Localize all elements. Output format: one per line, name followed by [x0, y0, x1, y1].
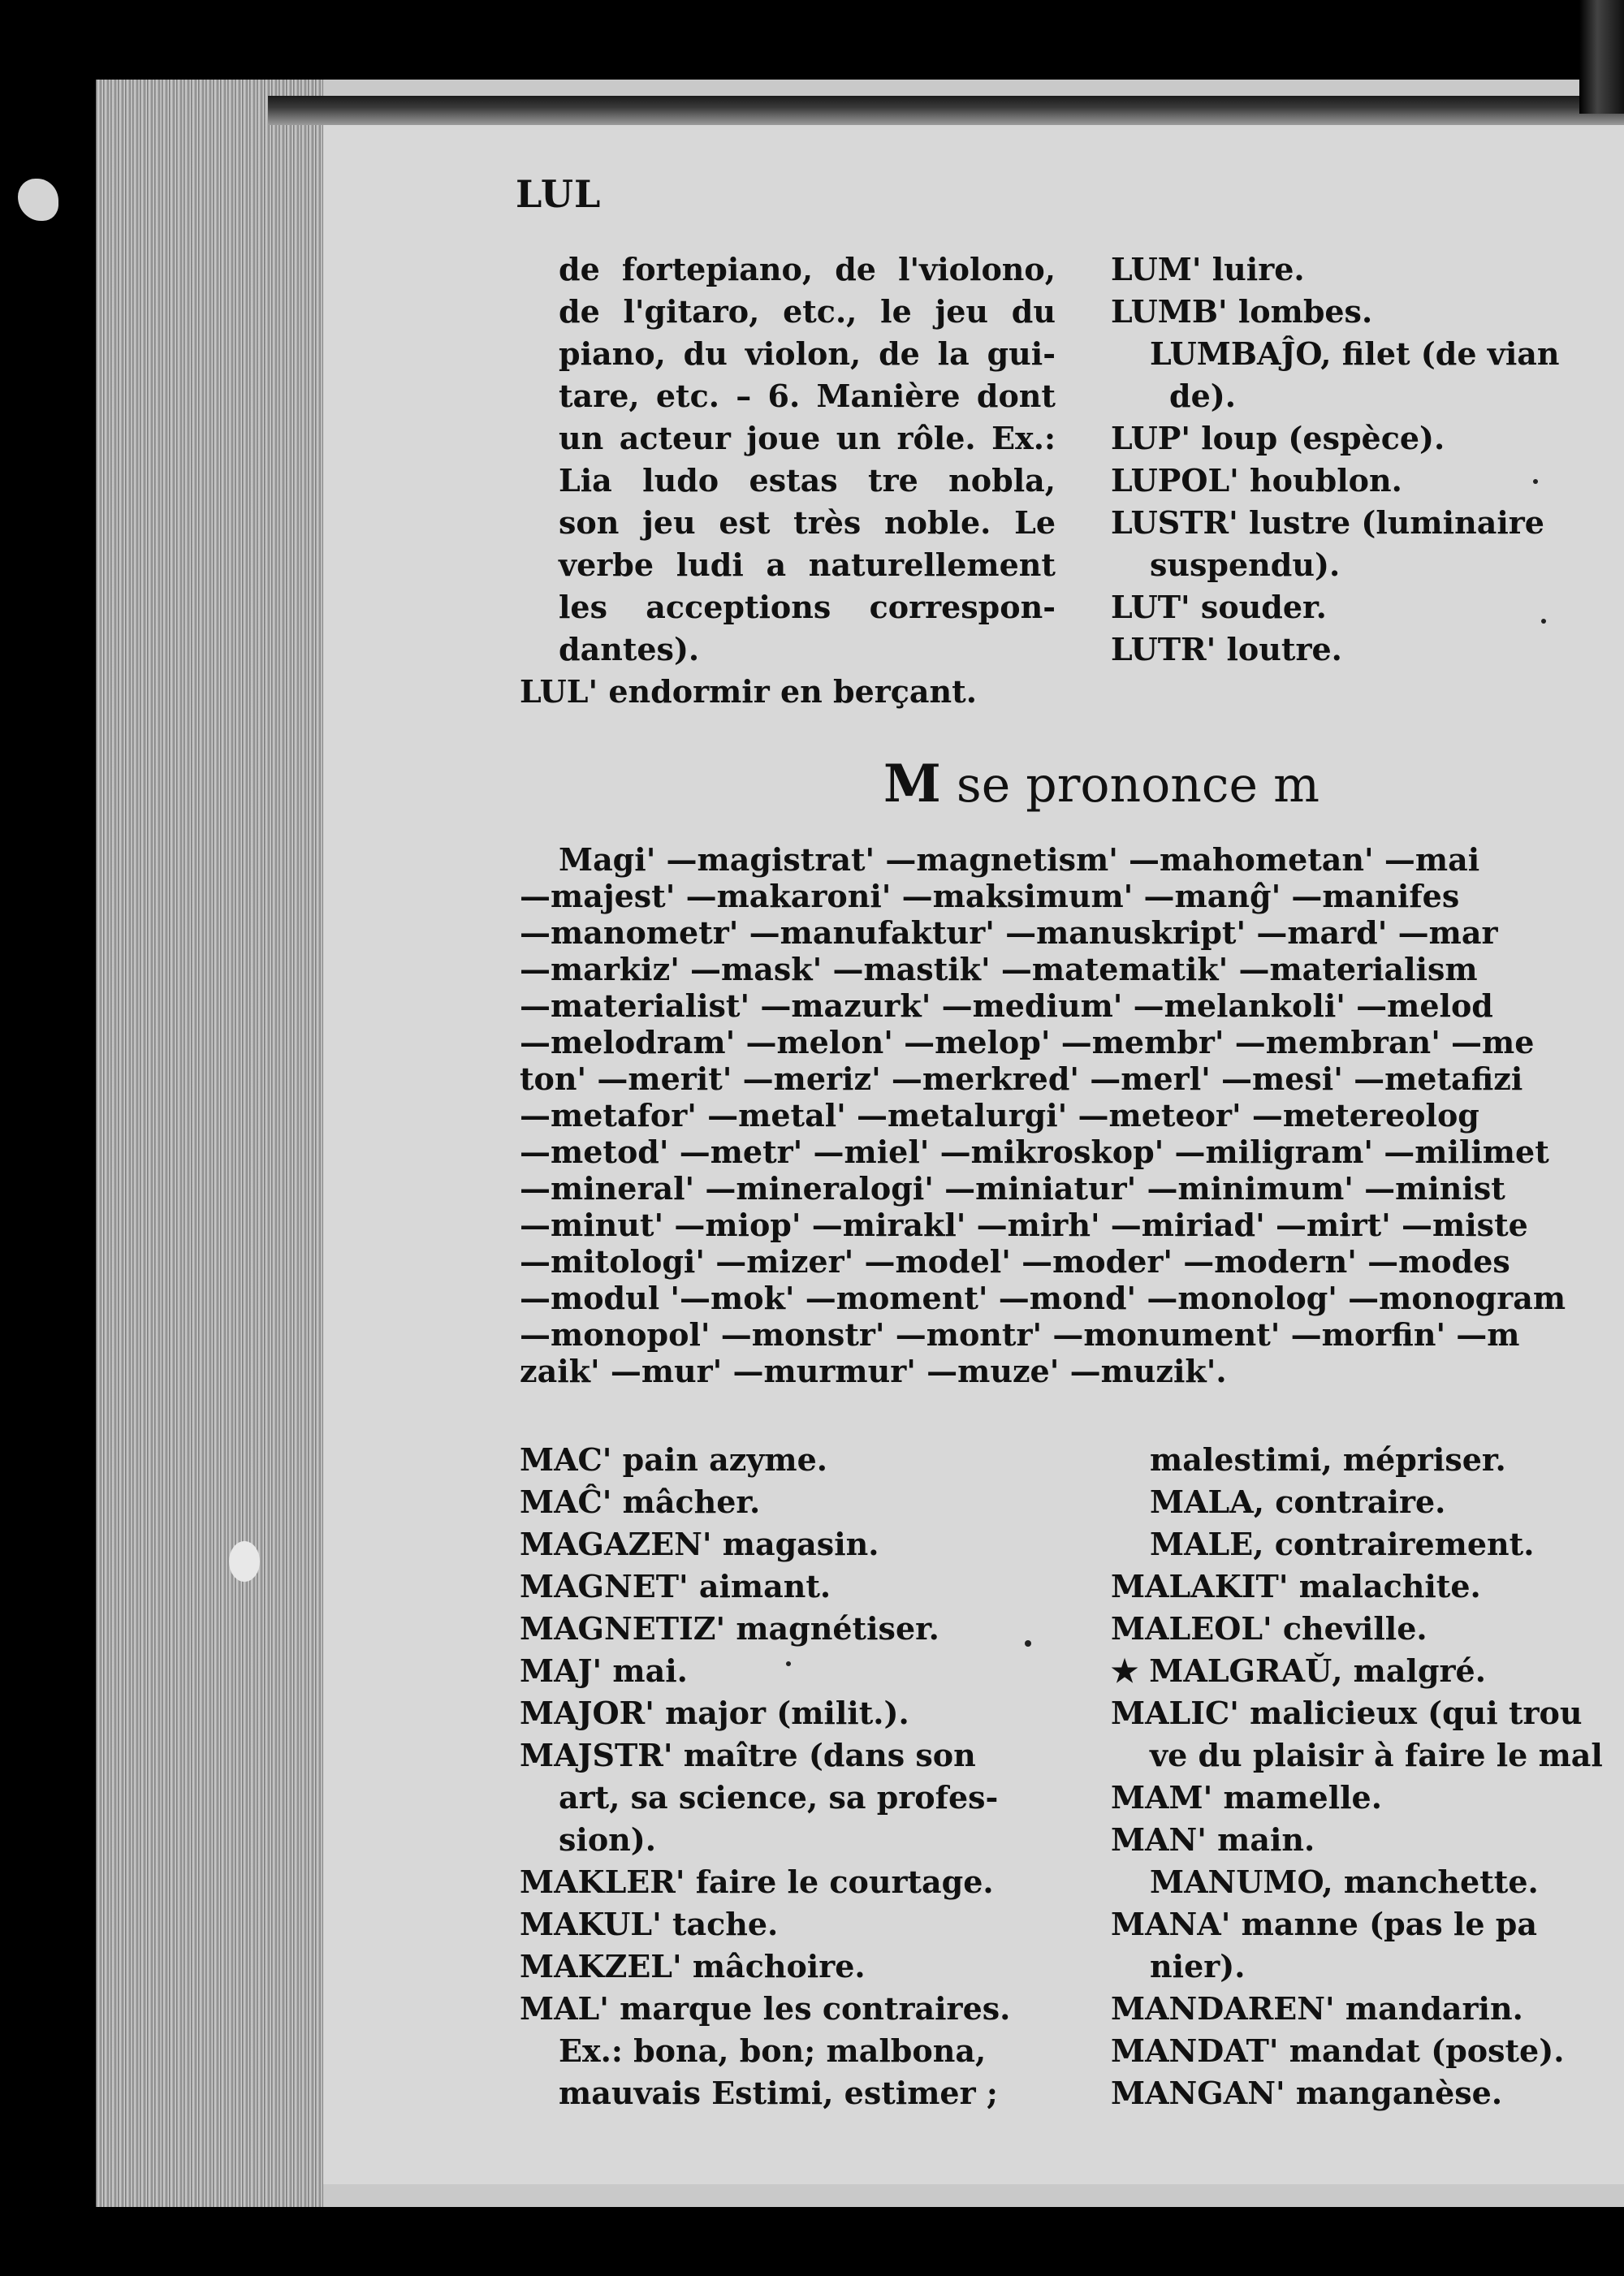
entry-line: MAKUL' tache. — [520, 1906, 779, 1942]
word-list-line: —minut' —miop' —mirakl' —mirh' —miriad' —mirt' —miste — [520, 1207, 1528, 1243]
entry-line: nier). — [1150, 1948, 1246, 1984]
word-list-line: zaik' —mur' —murmur' —muze' —muzik'. — [520, 1353, 1227, 1389]
left-column-top — [520, 248, 1056, 713]
print-dot — [786, 1661, 791, 1666]
word-list-line: —mineral' —mineralogi' —miniatur' —minimum' —minist — [520, 1170, 1505, 1207]
entry-line: MAKZEL' mâchoire. — [520, 1948, 866, 1984]
entry-line: LUMB' lombes. — [1111, 293, 1373, 330]
entry-line: MAĈ' mâcher. — [520, 1484, 761, 1520]
entry-line: dantes). — [559, 631, 700, 667]
entry-line: ★ MALGRAŬ, malgré. — [1111, 1652, 1486, 1689]
word-list-line: —melodram' —melon' —melop' —membr' —membran' —me — [520, 1024, 1535, 1060]
entry-line: un acteur joue un rôle. Ex.: — [559, 420, 1056, 456]
entry-line: MALAKIT' malachite. — [1111, 1568, 1481, 1604]
word-list-line: —mitologi' —mizer' —model' —moder' —modern' —modes — [520, 1243, 1510, 1280]
entry-line: MANDAREN' mandarin. — [1111, 1990, 1523, 2027]
right-column-bottom — [1111, 1439, 1624, 2114]
entry-line: malestimi, mépriser. — [1150, 1441, 1506, 1478]
entry-line: LUMBAĴO, filet (de vian — [1150, 335, 1560, 372]
right-column-top — [1111, 248, 1624, 671]
entry-line: MANA' manne (pas le pa — [1111, 1906, 1537, 1942]
entry-line: MAGAZEN' magasin. — [520, 1526, 879, 1562]
entry-line: Lia ludo estas tre nobla, — [559, 462, 1056, 499]
entry-line: MANGAN' manganèse. — [1111, 2075, 1503, 2111]
scan-border-artifact — [1579, 0, 1624, 114]
word-list-line: —manometr' —manufaktur' —manuskript' —mard' —mar — [520, 914, 1498, 951]
running-head: LUL — [516, 172, 602, 216]
word-list-line: —materialist' —mazurk' —medium' —melankoli' —melod — [520, 987, 1493, 1024]
entry-line: MAJ' mai. — [520, 1652, 688, 1689]
word-list-line: —majest' —makaroni' —maksimum' —manĝ' —manifes — [520, 878, 1460, 914]
print-dot — [1533, 479, 1538, 484]
book-top-edge — [268, 96, 1624, 125]
entry-line: MALIC' malicieux (qui trou — [1111, 1695, 1583, 1731]
entry-line: LUP' loup (espèce). — [1111, 420, 1445, 456]
entry-line: sion). — [559, 1821, 657, 1858]
entry-line: MAKLER' faire le courtage. — [520, 1864, 994, 1900]
entry-line: LUSTR' lustre (luminaire — [1111, 504, 1544, 541]
entry-line: MAGNET' aimant. — [520, 1568, 831, 1604]
entry-line: mauvais Estimi, estimer ; — [559, 2075, 998, 2111]
print-dot — [1541, 619, 1546, 624]
entry-line: MALEOL' cheville. — [1111, 1610, 1427, 1647]
word-list-line: —metod' —metr' —miel' —mikroskop' —miligram' —milimet — [520, 1134, 1549, 1170]
entry-line: LUL' endormir en berçant. — [520, 673, 977, 710]
scan-speck — [229, 1541, 260, 1582]
word-list-line: —metafor' —metal' —metalurgi' —meteor' —metereolog — [520, 1097, 1479, 1134]
word-list — [520, 841, 1624, 1389]
entry-line: MAC' pain azyme. — [520, 1441, 828, 1478]
entry-line: Ex.: bona, bon; malbona, — [559, 2032, 987, 2069]
entry-line: de l'gitaro, etc., le jeu du — [559, 293, 1056, 330]
section-letter: M — [883, 754, 941, 814]
word-list-line: —markiz' —mask' —mastik' —matematik' —materialism — [520, 951, 1478, 987]
entry-line: MALA, contraire. — [1150, 1484, 1446, 1520]
book-page-edges — [96, 80, 323, 2207]
entry-line: de fortepiano, de l'violono, — [559, 251, 1056, 287]
entry-line: MANUMO, manchette. — [1150, 1864, 1539, 1900]
entry-line: verbe ludi a naturellement — [559, 546, 1056, 583]
word-list-line: Magi' —magistrat' —magnetism' —mahometan' —mai — [559, 841, 1480, 878]
entry-line: suspendu). — [1150, 546, 1341, 583]
entry-line: LUT' souder. — [1111, 589, 1327, 625]
entry-line: LUM' luire. — [1111, 251, 1305, 287]
word-list-line: —modul '—mok' —moment' —mond' —monolog' —monogram — [520, 1280, 1566, 1316]
entry-line: MAM' mamelle. — [1111, 1779, 1382, 1816]
entry-line: de). — [1169, 378, 1236, 414]
word-list-line: —monopol' —monstr' —montr' —monument' —morfin' —m — [520, 1316, 1520, 1353]
entry-line: son jeu est très noble. Le — [559, 504, 1056, 541]
word-list-line: ton' —merit' —meriz' —merkred' —merl' —mesi' —metafizi — [520, 1060, 1523, 1097]
print-dot — [1025, 1640, 1031, 1647]
entry-line: les acceptions correspon- — [559, 589, 1056, 625]
scan-speck — [18, 179, 58, 221]
entry-line: art, sa science, sa profes- — [559, 1779, 999, 1816]
entry-line: piano, du violon, de la gui- — [559, 335, 1056, 372]
entry-line: tare, etc. – 6. Manière dont — [559, 378, 1056, 414]
entry-line: MAJSTR' maître (dans son — [520, 1737, 976, 1773]
entry-line: MAL' marque les contraires. — [520, 1990, 1011, 2027]
entry-line: LUPOL' houblon. — [1111, 462, 1402, 499]
entry-line: MAJOR' major (milit.). — [520, 1695, 909, 1731]
section-title-rest: se prononce m — [940, 757, 1320, 814]
entry-line: ve du plaisir à faire le mal — [1150, 1737, 1603, 1773]
section-title — [883, 754, 1320, 814]
entry-line: MAGNETIZ' magnétiser. — [520, 1610, 939, 1647]
left-column-bottom — [520, 1439, 1056, 2114]
entry-line: MAN' main. — [1111, 1821, 1315, 1858]
entry-line: MALE, contrairement. — [1150, 1526, 1535, 1562]
entry-line: MANDAT' mandat (poste). — [1111, 2032, 1565, 2069]
entry-line: LUTR' loutre. — [1111, 631, 1342, 667]
